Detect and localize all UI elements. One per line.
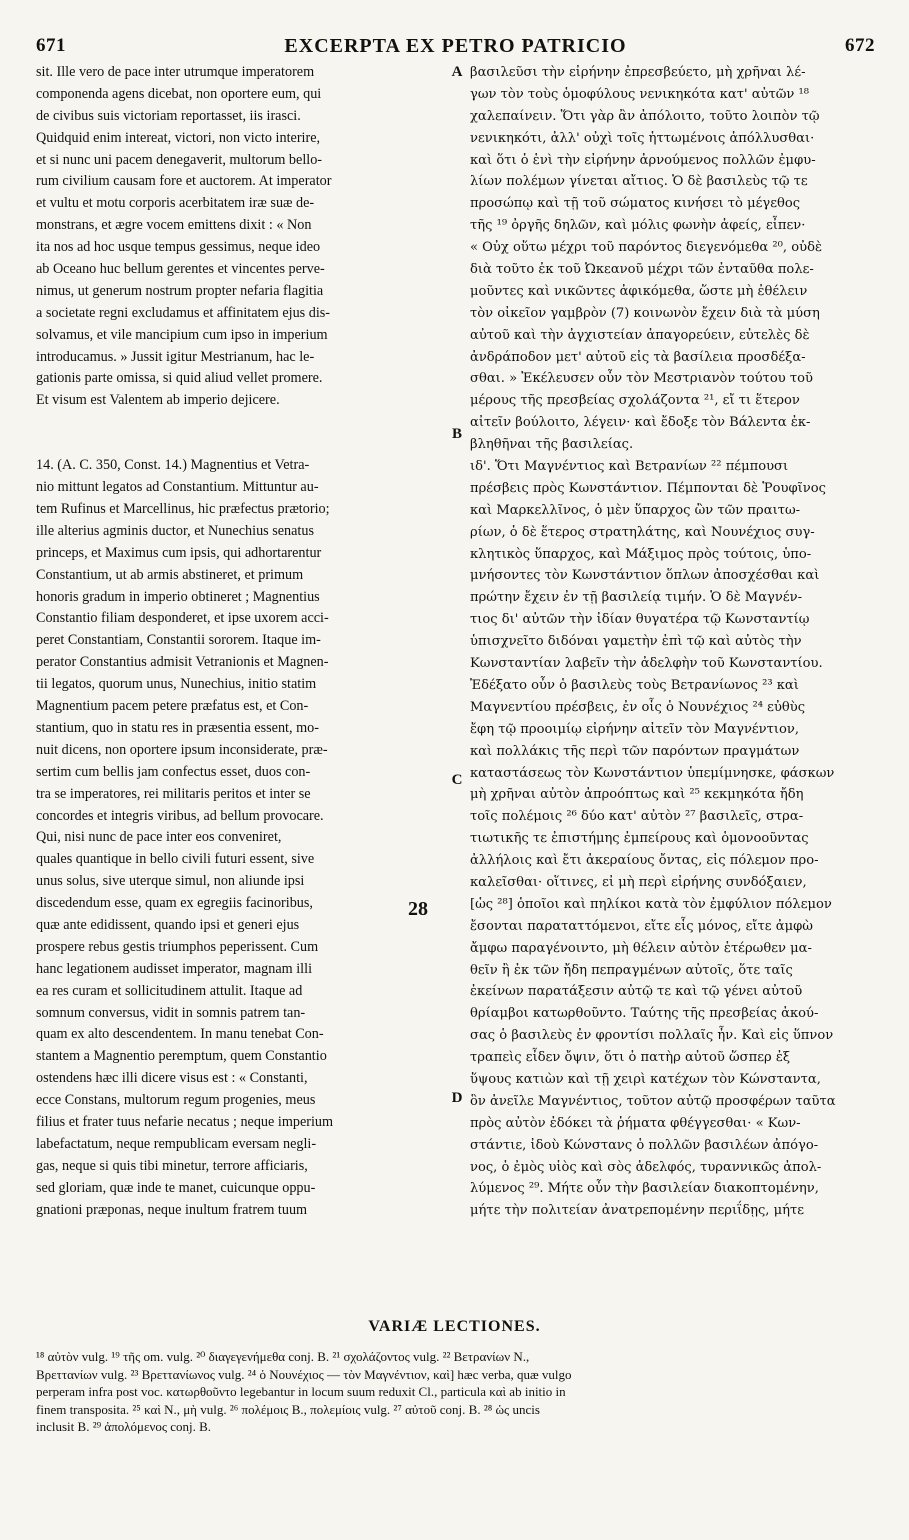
left-page-number: 671 <box>36 35 66 56</box>
greek-text-line: καλεῖσθαι· οἵτινες, εἰ μὴ περὶ εἰρήνης συνδόξαιεν, <box>470 874 807 890</box>
greek-text-line: ιδ'. Ὅτι Μαγνέντιος καὶ Βετρανίων ²² πέμπουσι <box>470 459 789 475</box>
latin-text-line: a societate regni excludamus et affinitatem ejus dis- <box>36 304 331 321</box>
latin-text-line: quæ ante edidissent, quando ipsi et generi ejus <box>36 916 300 933</box>
greek-text-line: στάντιε, ἰδοὺ Κώνστανς ὁ πολλῶν βασιλέων ἀπόγο- <box>470 1137 819 1153</box>
greek-text-line: Ἐδέξατο οὖν ὁ βασιλεὺς τοὺς Βετρανίωνος ²³ καὶ <box>470 677 799 693</box>
latin-text-line: gationis parte omissa, si quid aliud vellet promere. <box>36 370 323 387</box>
latin-text-line: ostendens hæc illi dicere visus est : « Constanti, <box>36 1070 308 1087</box>
greek-text-line: θεῖν ἢ ἐκ τῶν ἤδη πεπραγμένων αὐτοῖς, ὅτε ταῖς <box>470 962 793 978</box>
latin-text-line: hanc legationem audisset imperator, magnam illi <box>36 960 313 977</box>
latin-text-line: introducamus. » Jussit igitur Mestrianum, hac le- <box>36 348 315 365</box>
greek-text-line: τὸν οἰκεῖον γαμβρὸν (7) κοινωνὸν ἔχειν διὰ τὰ μύση <box>470 305 820 321</box>
right-page-number: 672 <box>845 35 875 56</box>
latin-text-line: Quidquid enim intereat, victori, non victo interire, <box>36 129 321 146</box>
margin-page-number: 28 <box>408 898 428 920</box>
greek-text-line: τιωτικῆς τε ἐπιστήμης ἐμπείρους καὶ ὁμονοοῦντας <box>470 831 809 847</box>
greek-text-line: σθαι. » Ἐκέλευσεν οὖν τὸν Μεστριανὸν τούτου τοῦ <box>470 371 813 387</box>
critical-note-line: finem transposita. ²⁵ καὶ N., μὴ vulg. ²⁶ πολέμοις B., πολεμίοις vulg. ²⁷ αὐτοῦ conj. B. ²⁸ ὡς uncis <box>36 1401 540 1417</box>
latin-text-line: quales quantique in bello civili futuri essent, sive <box>36 851 315 868</box>
greek-text-line: « Οὐχ οὕτω μέχρι τοῦ παρόντος διεγενόμεθα ²⁰, οὐδὲ <box>470 240 822 256</box>
greek-text-line: μοῦντες καὶ νικῶντες ἀφικόμεθα, ὥστε μὴ ἐθέλειν <box>470 283 808 299</box>
latin-text-line: ecce Constans, multorum regum progenies, meus <box>36 1092 316 1109</box>
critical-note-line: ¹⁸ αὐτὸν vulg. ¹⁹ τῆς om. vulg. ²⁰ διαγεγενήμεθα conj. B. ²¹ σχολάζοντος vulg. ²² Βετρανίων N., <box>36 1349 530 1364</box>
greek-text-line: τῆς ¹⁹ ὀργῆς δηλῶν, καὶ μόλις φωνὴν ἀφείς, εἶπεν· <box>470 218 806 234</box>
greek-text-line: πρὸς αὐτὸν ἐδόκει τὰ ῥήματα φθέγγεσθαι· « Κων- <box>470 1115 801 1131</box>
latin-text-line: princeps, et Maximus cum ipsis, qui adhortarentur <box>36 544 322 561</box>
latin-text-line: discedendum esse, quam ex egregiis facinoribus, <box>36 895 313 912</box>
critical-note-line: inclusit B. ²⁹ ἀπολόμενος conj. B. <box>36 1419 212 1434</box>
greek-column <box>470 62 878 1222</box>
latin-text-line: sertim cum bellis jam confectus esset, duos con- <box>36 763 311 780</box>
greek-text-line: νος, ὁ ἐμὸς υἱὸς καὶ σὸς ἀδελφός, τυραννικῶς ἀπολ- <box>470 1159 822 1175</box>
latin-text-line: stantium, quo in statu res in præsentia essent, mo- <box>36 719 319 736</box>
latin-text-line: solvamus, et vile mancipium cum ipso in imperium <box>36 326 328 343</box>
page-header <box>36 34 875 58</box>
latin-text-line: rum civilium causam fore et auctorem. At imperator <box>36 173 332 190</box>
latin-text-line: ab Oceano huc bellum gerentes et vincentes perve- <box>36 261 325 278</box>
variae-lectiones-heading: VARIÆ LECTIONES. <box>368 1318 541 1335</box>
latin-text-line: nio mittunt legatos ad Constantium. Mittuntur au- <box>36 479 319 496</box>
latin-text-line: ille alterius agminis ductor, et Nunechius senatus <box>36 522 314 539</box>
section-marker-c: C <box>451 772 463 788</box>
latin-text-line: honoris gradum in imperio obtineret ; Magnentius <box>36 588 320 605</box>
latin-text-line: Constantium, ut ab armis abstineret, et primum <box>36 566 304 583</box>
latin-text-line: nuit dicens, non oportere ipsum inconsiderate, præ- <box>36 741 328 758</box>
greek-text-line: χαλεπαίνειν. Ὅτι γὰρ ἂν ἀπόλοιτο, τοῦτο λοιπὸν τῷ <box>470 108 820 124</box>
section-gap <box>36 412 448 455</box>
greek-text-line: βληθῆναι τῆς βασιλείας. <box>470 437 634 453</box>
greek-text-line: σας ὁ βασιλεὺς ἐν φροντίσι πολλαῖς ἦν. Καὶ εἰς ὕπνον <box>470 1028 834 1044</box>
section-marker-b: B <box>451 426 462 442</box>
greek-text-line: λύμενος ²⁹. Μήτε οὖν τὴν βασιλείαν διακοπτομένην, <box>470 1181 819 1197</box>
greek-text-line: Μαγνεντίου πρέσβεις, ἐν οἷς ὁ Νουνέχιος ²⁴ εὐθὺς <box>470 699 806 715</box>
latin-text-line: ea res curam et sollicitudinem attulit. Itaque ad <box>36 982 303 999</box>
latin-text-line: Magnentium pacem petere præfatus est, et Con- <box>36 698 309 715</box>
latin-text-line: componenda agens dicebat, non oportere eum, qui <box>36 85 322 102</box>
greek-text-line: ρίων, ὁ δὲ ἕτερος στρατηλάτης, καὶ Νουνέχιος συγ- <box>470 524 815 540</box>
greek-text-line: νενικηκότι, ἀλλ' οὐχὶ τοῖς ἡττωμένοις ἀπόλλυσθαι· <box>470 130 815 146</box>
latin-text-line: gas, neque si quis tibi minetur, terrore afficiaris, <box>36 1157 308 1174</box>
greek-text-line: ὃν ἀνεῖλε Μαγνέντιος, τοῦτον αὐτῷ προσφέρων ταῦτα <box>470 1093 836 1109</box>
critical-note-line: Βρεττανίων vulg. ²³ Βρεττανίωνος vulg. ²⁴ ὁ Νουνέχιος — τὸν Μαγνέντιον, καὶ] hæc verba, quæ vulgo <box>36 1366 572 1382</box>
latin-text-line: tem Rufinus et Marcellinus, hic præfectus prætorio; <box>36 501 330 518</box>
greek-text-line: βασιλεῦσι τὴν εἰρήνην ἐπρεσβεύετο, μὴ χρῆναι λέ- <box>470 65 806 80</box>
greek-text-line: ἄμφω παραγένοιντο, μὴ θέλειν αὐτὸν ἑτέρωθεν μα- <box>470 940 812 956</box>
greek-text-line: αὐτοῦ καὶ τὴν ἀγχιστείαν ἀπαγορεύειν, εὐτελὲς δὲ <box>470 327 810 343</box>
latin-text-line: ita nos ad hoc usque tempus gessimus, neque ideo <box>36 239 321 256</box>
greek-text-line: τιος δι' αὐτῶν τὴν ἰδίαν θυγατέρα τῷ Κωνσταντίῳ <box>470 612 810 628</box>
greek-text-line: καὶ ὅτι ὁ ἑνὶ τὴν εἰρήνην ἀρνούμενος πολλῶν ἐμφυ- <box>470 152 816 168</box>
critical-notes <box>36 1348 878 1436</box>
greek-text-line: ἀλλήλοις καὶ ἔτι ἀκεραίους ὄντας, εἰς πόλεμον προ- <box>470 853 819 869</box>
latin-column <box>36 62 448 1221</box>
greek-text-line: μήτε τὴν πολιτείαν ἀνατρεπομένην περιΐδῃς, μήτε <box>470 1203 804 1219</box>
greek-text-line: διὰ τοῦτο ἐκ τοῦ Ὠκεανοῦ μέχρι τῶν ἐνταῦθα πολε- <box>470 262 814 278</box>
greek-text-line: ἐκείνων παρατάξεσιν αὐτῷ τε καὶ τῷ γένει αὐτοῦ <box>470 984 803 1000</box>
latin-text-line: de civibus suis victoriam reportasset, iis irasci. <box>36 107 301 124</box>
latin-text-line: tra se imperatores, rei militaris peritos et inter se <box>36 785 311 802</box>
latin-text-line: somnum conversus, vidit in somnis patrem tan- <box>36 1004 306 1021</box>
greek-text-line: Κωνσταντίαν λαβεῖν τὴν ἀδελφὴν τοῦ Κωνσταντίου. <box>470 656 823 672</box>
latin-text-line: gnationi præponas, neque inultum fratrem tuum <box>36 1201 308 1218</box>
latin-text-line: concordes et integris viribus, ad bellum provocare. <box>36 807 324 824</box>
greek-text-line: γων τὸν τοὺς ὁμοφύλους νενικηκότα κατ' αὐτῶν ¹⁸ <box>470 86 810 102</box>
latin-text-line: peret Constantiam, Constantii sororem. Itaque im- <box>36 632 321 649</box>
greek-text-line: ἔφη τῷ προοιμίῳ εἰρήνην αἰτεῖν τὸν Μαγνέντιον, <box>470 721 800 737</box>
greek-text-line: ὑπισχνεῖτο διδόναι γαμετὴν ἐπὶ τῷ καὶ αὐτὸς τὴν <box>470 634 802 650</box>
greek-text-line: θρίαμβοι κατωρθοῦντο. Ταύτης τῆς πρεσβείας ἀκού- <box>470 1006 819 1022</box>
latin-text-line: sed gloriam, quæ inde te manet, cuicunque oppu- <box>36 1179 316 1196</box>
greek-text-line: πρώτην ἔχειν ἐν τῇ βασιλείᾳ τιμήν. Ὁ δὲ Μαγνέν- <box>470 590 802 606</box>
latin-text-line: quam ex alto descendentem. In manu tenebat Con- <box>36 1026 324 1043</box>
latin-text-line: et vultu et motu corporis acerbitatem iræ suæ de- <box>36 195 315 212</box>
section-marker-a: A <box>451 64 463 80</box>
greek-text-line: ἔσονται παραταττόμενοι, εἴτε εἷς μόνος, εἴτε ἀμφὼ <box>470 918 813 934</box>
latin-text-line: Constantio filiam desponderet, et ipse uxorem acci- <box>36 610 329 627</box>
latin-text-line: nimus, ut generum nostrum propter nefaria flagitia <box>36 282 324 299</box>
latin-text-line: unus solus, sive uterque simul, non aliunde ipsi <box>36 873 305 890</box>
running-title: EXCERPTA EX PETRO PATRICIO <box>284 34 627 57</box>
greek-text-line: [ὡς ²⁸] ὁποῖοι καὶ πηλίκοι κατὰ τὸν ἐμφύλιον πόλεμον <box>470 896 832 912</box>
latin-text-line: 14. (A. C. 350, Const. 14.) Magnentius et Vetra- <box>36 457 310 474</box>
greek-text-line: αἰτεῖν βούλοιτο, λέγειν· καὶ ἔδοξε τὸν Βάλεντα ἐκ- <box>470 415 811 431</box>
latin-text-line: stantem a Magnentio peremptum, quem Constantio <box>36 1048 327 1065</box>
greek-text-line: μέρους τῆς πρεσβείας σχολάζοντα ²¹, εἴ τι ἕτερον <box>470 393 800 409</box>
latin-text-line: Et visum est Valentem ab imperio dejicere. <box>36 392 280 409</box>
latin-text-line: sit. Ille vero de pace inter utrumque imperatorem <box>36 64 315 80</box>
greek-text-line: κλητικὸς ὕπαρχος, καὶ Μάξιμος πρὸς τούτοις, ὑπο- <box>470 546 812 562</box>
latin-text-line: filius et frater tuus nefarie necatus ; neque imperium <box>36 1113 334 1130</box>
greek-text-line: μὴ χρῆναι αὐτὸν ἀπροόπτως καὶ ²⁵ κεκμηκότα ἤδη <box>470 787 804 803</box>
critical-note-line: perperam infra post voc. κατωρθοῦντο legebantur in locum suum reduxit Cl., particula καὶ ab initio in <box>36 1384 566 1399</box>
greek-text-line: καταστάσεως τὸν Κωνστάντιον ὑπεμίμνησκε, φάσκων <box>470 765 835 781</box>
greek-text-line: καὶ Μαρκελλῖνος, ὁ μὲν ὕπαρχος ὢν τῶν πραιτω- <box>470 502 801 518</box>
greek-text-line: τραπεὶς εἶδεν ὄψιν, ὅτι ὁ πατὴρ αὐτοῦ ὥσπερ ἐξ <box>470 1050 791 1066</box>
greek-text-line: προσώπῳ καὶ τῇ τοῦ σώματος κινήσει τὸ μέγεθος <box>470 196 801 212</box>
latin-text-line: prospere rebus gestis triumphos peperissent. Cum <box>36 938 319 955</box>
section-marker-d: D <box>451 1090 463 1106</box>
greek-text-line: ὕψους κατιὼν καὶ τῇ χειρὶ κατέχων τὸν Κώνσταντα, <box>470 1071 821 1087</box>
latin-text-line: monstrans, et ægre vocem emittens dixit : « Non <box>36 217 312 234</box>
latin-text-line: Qui, nisi nunc de pace inter eos conveniret, <box>36 829 282 846</box>
greek-text-line: καὶ πολλάκις τῆς περὶ τῶν παρόντων πραγμάτων <box>470 743 800 759</box>
greek-text-line: λίων πολέμων γίνεται αἴτιος. Ὁ δὲ βασιλεὺς τῷ τε <box>470 174 808 190</box>
greek-text-line: ἀνδράποδον μετ' αὐτοῦ εἰς τὰ βασίλεια προσδέξα- <box>470 349 806 365</box>
greek-text-line: τοῖς πολέμοις ²⁶ δύο κατ' αὐτὸν ²⁷ βασιλεῖς, στρα- <box>470 809 804 825</box>
greek-text-line: μνήσοντες τὸν Κωνστάντιον ὅπλων ἀποσχέσθαι καὶ <box>470 568 820 584</box>
latin-text-line: labefactatum, neque rempublicam eversam negli- <box>36 1135 317 1152</box>
latin-text-line: perator Constantius admisit Vetranionis et Magnen- <box>36 654 329 671</box>
greek-text-line: πρέσβεις πρὸς Κωνστάντιον. Πέμπονται δὲ Ῥουφῖνος <box>470 480 826 496</box>
latin-text-line: et si nunc uni pacem denegaverit, multorum bello- <box>36 151 323 168</box>
latin-text-line: tii legatos, quorum unus, Nunechius, initio statim <box>36 676 317 693</box>
